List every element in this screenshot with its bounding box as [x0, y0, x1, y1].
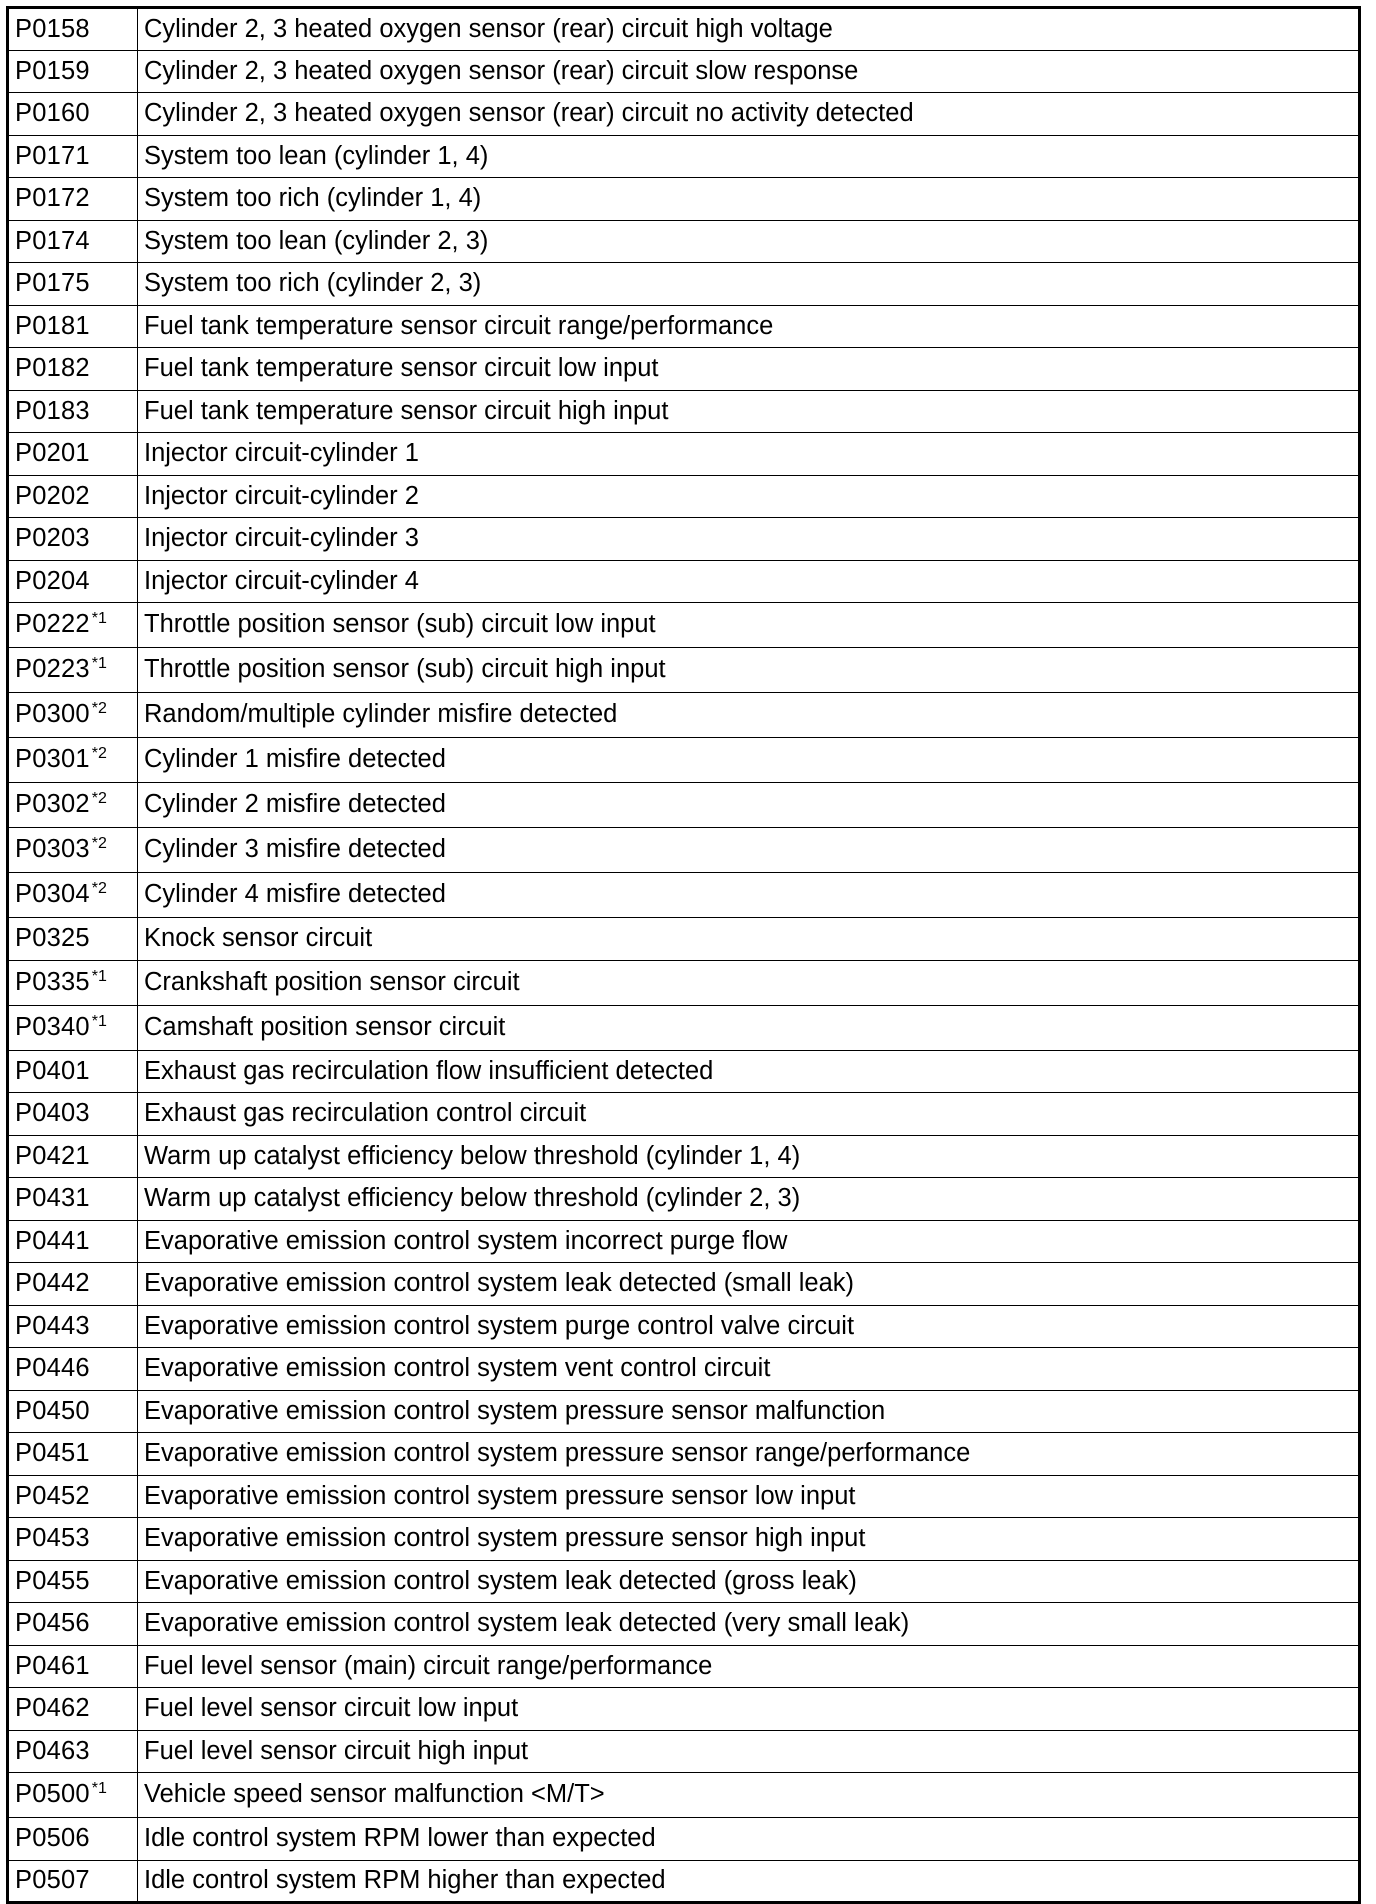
dtc-description: Evaporative emission control system pressure sensor malfunction [138, 1390, 1360, 1433]
table-row [8, 390, 1360, 433]
dtc-description: Injector circuit-cylinder 4 [138, 560, 1360, 603]
dtc-code-cell [8, 8, 138, 51]
table-row [8, 263, 1360, 306]
dtc-code: P0301 [15, 745, 90, 774]
footnote-marker: *1 [91, 967, 107, 985]
dtc-code: P0506 [15, 1824, 90, 1852]
dtc-table-body [8, 8, 1360, 1903]
footnote-marker: *2 [91, 700, 107, 718]
dtc-description: Fuel tank temperature sensor circuit range/performance [138, 305, 1360, 348]
dtc-code-cell [8, 1603, 138, 1646]
dtc-code: P0302 [15, 790, 90, 819]
dtc-description: Throttle position sensor (sub) circuit high input [138, 648, 1360, 693]
dtc-description: System too lean (cylinder 1, 4) [138, 135, 1360, 178]
dtc-code-cell [8, 1645, 138, 1688]
dtc-code-cell [8, 1005, 138, 1050]
dtc-code-cell [8, 518, 138, 561]
dtc-description: Injector circuit-cylinder 3 [138, 518, 1360, 561]
dtc-code: P0300 [15, 700, 90, 729]
dtc-code-cell [8, 693, 138, 738]
dtc-code-cell [8, 738, 138, 783]
table-row [8, 1560, 1360, 1603]
dtc-code-cell [8, 1178, 138, 1221]
dtc-code-cell [8, 1560, 138, 1603]
dtc-description: Fuel level sensor circuit low input [138, 1688, 1360, 1731]
table-row [8, 1518, 1360, 1561]
table-row [8, 648, 1360, 693]
dtc-code-cell [8, 1348, 138, 1391]
table-row [8, 603, 1360, 648]
dtc-code-cell [8, 348, 138, 391]
table-row [8, 1860, 1360, 1903]
dtc-description: Warm up catalyst efficiency below threshold (cylinder 1, 4) [138, 1135, 1360, 1178]
dtc-code-cell [8, 960, 138, 1005]
dtc-description: Fuel tank temperature sensor circuit high input [138, 390, 1360, 433]
dtc-code-cell [8, 1305, 138, 1348]
footnote-marker: *1 [91, 655, 107, 673]
table-row [8, 1093, 1360, 1136]
dtc-code: P0500 [15, 1780, 90, 1809]
dtc-description: Cylinder 1 misfire detected [138, 738, 1360, 783]
dtc-code: P0304 [15, 880, 90, 909]
table-row [8, 1390, 1360, 1433]
dtc-code: P0201 [15, 439, 90, 467]
dtc-code-cell [8, 603, 138, 648]
dtc-description: Injector circuit-cylinder 2 [138, 475, 1360, 518]
dtc-code-cell [8, 1263, 138, 1306]
table-row [8, 873, 1360, 918]
dtc-description: Warm up catalyst efficiency below threshold (cylinder 2, 3) [138, 1178, 1360, 1221]
dtc-code: P0456 [15, 1609, 90, 1637]
dtc-code: P0455 [15, 1566, 90, 1595]
dtc-description: System too lean (cylinder 2, 3) [138, 220, 1360, 263]
dtc-code-cell [8, 1688, 138, 1731]
table-row [8, 1263, 1360, 1306]
dtc-code: P0160 [15, 99, 90, 127]
dtc-description: Cylinder 3 misfire detected [138, 828, 1360, 873]
table-row [8, 1475, 1360, 1518]
dtc-description: Exhaust gas recirculation flow insufficient detected [138, 1050, 1360, 1093]
dtc-code: P0181 [15, 311, 90, 340]
footnote-marker: *2 [91, 880, 107, 898]
dtc-code: P0325 [15, 924, 90, 952]
dtc-code-cell [8, 783, 138, 828]
dtc-description: Random/multiple cylinder misfire detected [138, 693, 1360, 738]
table-row [8, 1305, 1360, 1348]
dtc-description: Evaporative emission control system pressure sensor high input [138, 1518, 1360, 1561]
dtc-code: P0172 [15, 184, 90, 212]
dtc-sheet [6, 6, 1358, 1904]
dtc-code: P0158 [15, 14, 90, 43]
dtc-description: Evaporative emission control system pressure sensor range/performance [138, 1433, 1360, 1476]
dtc-description: Cylinder 4 misfire detected [138, 873, 1360, 918]
table-row [8, 1730, 1360, 1773]
dtc-code: P0452 [15, 1481, 90, 1510]
dtc-description: Fuel level sensor (main) circuit range/performance [138, 1645, 1360, 1688]
table-row [8, 1645, 1360, 1688]
dtc-code-cell [8, 433, 138, 476]
dtc-code-cell [8, 648, 138, 693]
dtc-description: Evaporative emission control system incorrect purge flow [138, 1220, 1360, 1263]
dtc-description: Throttle position sensor (sub) circuit low input [138, 603, 1360, 648]
footnote-marker: *1 [91, 1012, 107, 1030]
table-row [8, 305, 1360, 348]
dtc-table [6, 6, 1361, 1904]
dtc-description: Evaporative emission control system leak detected (gross leak) [138, 1560, 1360, 1603]
dtc-code-cell [8, 1050, 138, 1093]
table-row [8, 738, 1360, 783]
dtc-code-cell [8, 1433, 138, 1476]
dtc-code: P0446 [15, 1354, 90, 1382]
table-row [8, 1433, 1360, 1476]
table-row [8, 135, 1360, 178]
dtc-code-cell [8, 390, 138, 433]
table-row [8, 8, 1360, 51]
table-row [8, 783, 1360, 828]
dtc-description: Fuel level sensor circuit high input [138, 1730, 1360, 1773]
dtc-description: Evaporative emission control system vent control circuit [138, 1348, 1360, 1391]
dtc-code-cell [8, 1773, 138, 1818]
table-row [8, 693, 1360, 738]
dtc-description: Cylinder 2, 3 heated oxygen sensor (rear) circuit no activity detected [138, 93, 1360, 136]
table-row [8, 960, 1360, 1005]
dtc-code: P0335 [15, 967, 90, 996]
footnote-marker: *1 [91, 610, 107, 628]
dtc-code: P0171 [15, 141, 90, 170]
dtc-code-cell [8, 50, 138, 93]
dtc-code: P0442 [15, 1269, 90, 1297]
dtc-code-cell [8, 1390, 138, 1433]
table-row [8, 828, 1360, 873]
table-row [8, 1178, 1360, 1221]
dtc-code-cell [8, 93, 138, 136]
dtc-code: P0340 [15, 1012, 90, 1041]
dtc-code: P0443 [15, 1311, 90, 1340]
dtc-description: Vehicle speed sensor malfunction <M/T> [138, 1773, 1360, 1818]
dtc-description: System too rich (cylinder 2, 3) [138, 263, 1360, 306]
footnote-marker: *1 [91, 1780, 107, 1798]
dtc-code: P0303 [15, 835, 90, 864]
dtc-code: P0431 [15, 1184, 90, 1212]
dtc-code-cell [8, 1093, 138, 1136]
dtc-description: System too rich (cylinder 1, 4) [138, 178, 1360, 221]
footnote-marker: *2 [91, 745, 107, 763]
table-row [8, 1348, 1360, 1391]
dtc-code: P0175 [15, 269, 90, 297]
dtc-code: P0421 [15, 1141, 90, 1170]
dtc-code: P0174 [15, 226, 90, 255]
dtc-code: P0403 [15, 1099, 90, 1127]
table-row [8, 1135, 1360, 1178]
dtc-code-cell [8, 1518, 138, 1561]
dtc-description: Evaporative emission control system pressure sensor low input [138, 1475, 1360, 1518]
table-row [8, 1773, 1360, 1818]
table-row [8, 560, 1360, 603]
dtc-code-cell [8, 1860, 138, 1903]
footnote-marker: *2 [91, 790, 107, 808]
dtc-code-cell [8, 873, 138, 918]
dtc-code-cell [8, 918, 138, 961]
dtc-description: Fuel tank temperature sensor circuit low input [138, 348, 1360, 391]
dtc-description: Evaporative emission control system leak detected (very small leak) [138, 1603, 1360, 1646]
dtc-code: P0222 [15, 610, 90, 639]
table-row [8, 433, 1360, 476]
table-row [8, 475, 1360, 518]
dtc-code: P0204 [15, 566, 90, 595]
dtc-description: Evaporative emission control system leak detected (small leak) [138, 1263, 1360, 1306]
dtc-code-cell [8, 178, 138, 221]
dtc-code-cell [8, 1220, 138, 1263]
dtc-code: P0159 [15, 56, 90, 85]
dtc-description: Cylinder 2, 3 heated oxygen sensor (rear) circuit slow response [138, 50, 1360, 93]
dtc-description: Crankshaft position sensor circuit [138, 960, 1360, 1005]
dtc-description: Knock sensor circuit [138, 918, 1360, 961]
table-row [8, 918, 1360, 961]
dtc-code-cell [8, 135, 138, 178]
dtc-code: P0451 [15, 1439, 90, 1467]
dtc-code: P0223 [15, 655, 90, 684]
dtc-code: P0401 [15, 1056, 90, 1085]
dtc-description: Idle control system RPM lower than expected [138, 1818, 1360, 1861]
dtc-code: P0463 [15, 1736, 90, 1765]
dtc-code: P0202 [15, 481, 90, 510]
dtc-code-cell [8, 560, 138, 603]
table-row [8, 1050, 1360, 1093]
table-row [8, 220, 1360, 263]
dtc-code: P0203 [15, 524, 90, 552]
dtc-code-cell [8, 1818, 138, 1861]
table-row [8, 1818, 1360, 1861]
dtc-code-cell [8, 1475, 138, 1518]
dtc-description: Cylinder 2, 3 heated oxygen sensor (rear) circuit high voltage [138, 8, 1360, 51]
table-row [8, 518, 1360, 561]
table-row [8, 1005, 1360, 1050]
dtc-description: Injector circuit-cylinder 1 [138, 433, 1360, 476]
table-row [8, 1603, 1360, 1646]
dtc-code-cell [8, 828, 138, 873]
dtc-code: P0182 [15, 354, 90, 382]
dtc-description: Evaporative emission control system purge control valve circuit [138, 1305, 1360, 1348]
table-row [8, 1220, 1360, 1263]
dtc-code-cell [8, 220, 138, 263]
dtc-code-cell [8, 475, 138, 518]
footnote-marker: *2 [91, 835, 107, 853]
dtc-code: P0462 [15, 1694, 90, 1722]
dtc-code-cell [8, 263, 138, 306]
table-row [8, 348, 1360, 391]
table-row [8, 178, 1360, 221]
dtc-code: P0450 [15, 1396, 90, 1425]
dtc-description: Cylinder 2 misfire detected [138, 783, 1360, 828]
dtc-description: Camshaft position sensor circuit [138, 1005, 1360, 1050]
table-row [8, 50, 1360, 93]
dtc-code: P0507 [15, 1866, 90, 1894]
dtc-description: Exhaust gas recirculation control circuit [138, 1093, 1360, 1136]
dtc-code-cell [8, 305, 138, 348]
table-row [8, 93, 1360, 136]
table-row [8, 1688, 1360, 1731]
dtc-code: P0441 [15, 1226, 90, 1255]
dtc-code-cell [8, 1730, 138, 1773]
dtc-code-cell [8, 1135, 138, 1178]
dtc-description: Idle control system RPM higher than expected [138, 1860, 1360, 1903]
dtc-code: P0461 [15, 1651, 90, 1680]
dtc-code: P0453 [15, 1524, 90, 1552]
dtc-code: P0183 [15, 396, 90, 425]
